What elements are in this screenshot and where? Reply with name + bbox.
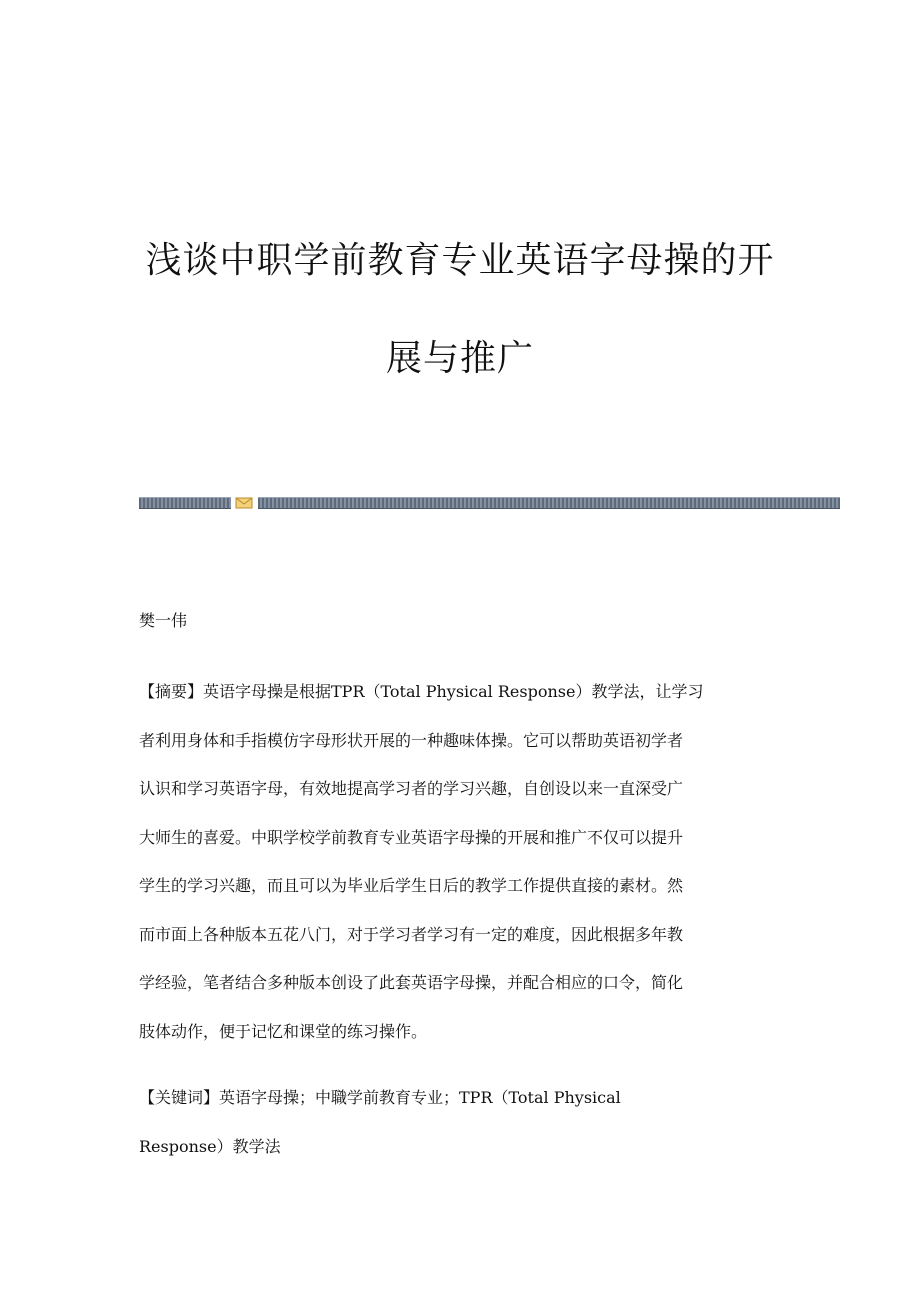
document-title-line-2: 展与推广 (385, 338, 534, 379)
abstract-line: 【摘要】英语字母操是根据TPR（Total Physical Response）教学法，让学习 (139, 682, 704, 701)
divider-bar-right (258, 497, 840, 509)
abstract-line: 大师生的喜爱。中职学校学前教育专业英语字母操的开展和推广不仅可以提升 (139, 827, 684, 847)
abstract-line: 认识和学习英语字母，有效地提高学习者的学习兴趣，自创设以来一直深受广 (139, 779, 684, 798)
abstract-line: 学经验，笔者结合多种版本创设了此套英语字母操，并配合相应的口令，简化 (139, 973, 684, 992)
author-name: 樊一伟 (139, 611, 188, 630)
envelope-icon (235, 496, 253, 510)
keywords-line: 【关键词】英语字母操；中職学前教育专业；TPR（Total Physical (139, 1088, 621, 1107)
abstract-line: 肢体动作，便于记忆和课堂的练习操作。 (139, 1021, 428, 1041)
abstract-paragraph (139, 668, 779, 1056)
document-title-line-1: 浅谈中职学前教育专业英语字母操的开 (145, 240, 775, 281)
abstract-line: 而市面上各种版本五花八门，对于学习者学习有一定的难度，因此根据多年教 (139, 924, 684, 944)
abstract-line: 者利用身体和手指模仿字母形状开展的一种趣味体操。它可以帮助英语初学者 (139, 730, 684, 750)
keywords-line: Response）教学法 (139, 1136, 281, 1156)
keywords-paragraph (139, 1074, 779, 1171)
divider-bar-left (139, 497, 231, 509)
abstract-line: 学生的学习兴趣，而且可以为毕业后学生日后的教学工作提供直接的素材。然 (139, 876, 684, 895)
